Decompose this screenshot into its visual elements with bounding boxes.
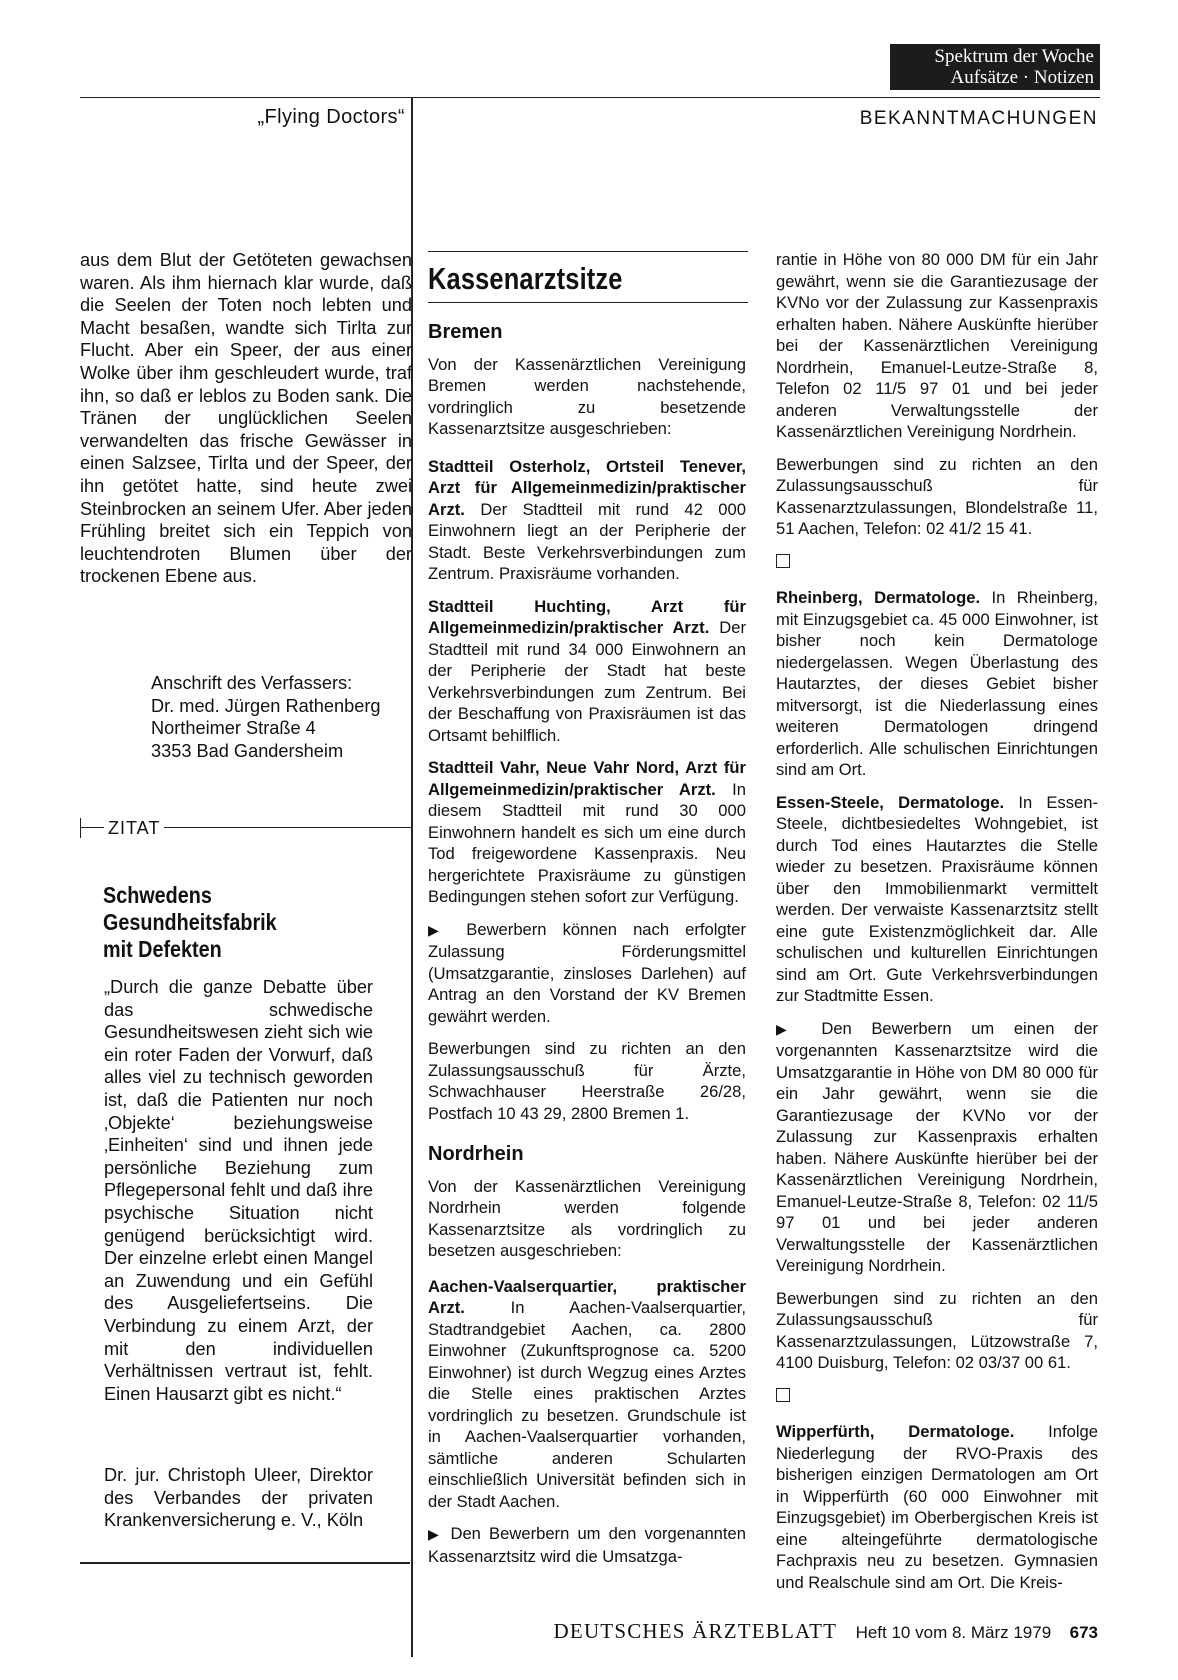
note-text: Den Bewerbern um den vorgenannten Kassenarztsitz wird die Umsatzga- xyxy=(428,1524,746,1566)
header-rule xyxy=(80,97,1100,98)
zitat-title-line: mit Defekten xyxy=(103,936,222,962)
continued-text: rantie in Höhe von 80 000 DM für ein Jahr gewährt, wenn sie die Garantiezusage der KVNo vor der Zulassung zur Kassenpraxis erhalten haben. Nähere Auskünfte hierüber bei der Kassenärztlichen Vereinigung Nordrhein, Emanuel-Leutze-Straße 8, Telefon 02 11/5 97 01 und bei jeder anderen Verwaltungsstelle der Kassenärztlichen Vereinigung Nordrhein. xyxy=(776,250,1098,441)
listing-text: In diesem Stadtteil mit rund 30 000 Einwohnern handelt es sich um eine durch Tod freigewordene Kassenpraxis. Neu hergerichtete Praxisräume zu günstigen Bedingungen stehen sofort zur Verfügung. xyxy=(428,779,746,906)
triangle-bullet-icon: ▶ xyxy=(428,1526,443,1542)
listing-heading: Stadtteil Vahr, Neue Vahr Nord, Arzt für Allgemeinmedizin/praktischer Arzt. xyxy=(428,758,746,799)
triangle-bullet-icon: ▶ xyxy=(428,921,451,938)
bremen-apply: Bewerbungen sind zu richten an den Zulassungsausschuß für Ärzte, Schwachhauser Heerstraße 26/28, Postfach 10 43 29, 2800 Bremen 1. xyxy=(428,1039,746,1123)
bremen-intro: Von der Kassenärztlichen Vereinigung Bremen werden nachstehende, vordringlich zu besetzende Kassenarztsitze ausgeschrieben: xyxy=(428,354,746,438)
listing-essen xyxy=(776,792,1098,1007)
quote-text: „Durch die ganze Debatte über das schwedische Gesundheitswesen zieht sich wie ein roter Faden der Vorwurf, daß alles viel zu technisch geworden ist, daß die Patienten nur noch ‚Objekte‘ beziehungsweise ‚Einheiten‘ sind und ihnen jede persönliche Beziehung zum Pflegepersonal fehlt und daß ihre psychische Situation nicht genügend berücksichtigt wird. Der einzelne erlebt einen Mangel an Zuwendung und ein Gefühl des Ausgeliefertseins. Die Verbindung zu einem Arzt, der mit den individuellen Verhältnissen vertraut ist, fehlt. Einen Hausarzt gibt es nicht.“ xyxy=(104,977,373,1404)
listing-osterholz xyxy=(428,456,746,585)
section-heading-bremen: Bremen xyxy=(428,321,503,343)
listing-text: In Rheinberg, mit Einzugsgebiet ca. 45 000 Einwohner, ist bisher noch kein Dermatologe niedergelassen. Wegen Überlastung des Hautarztes, der dieses Gebiet bisher mitversorgt, ist die Niederlassung eines weiteren Dermatologen dringend erforderlich. Alle schulischen Einrichtungen sind am Ort. xyxy=(776,588,1098,779)
running-head-right: BEKANNTMACHUNGEN xyxy=(859,108,1098,129)
address-line: 3353 Bad Gandersheim xyxy=(151,740,344,761)
listing-heading: Stadtteil Osterholz, Ortsteil Tenever, Arzt für Allgemeinmedizin/praktischer Arzt. xyxy=(428,456,746,519)
nordrhein-intro: Von der Kassenärztlichen Vereinigung Nordrhein werden folgende Kassenarztsitze als vordringlich zu besetzen ausgeschrieben: xyxy=(428,1176,746,1260)
issue-info: Heft 10 vom 8. März 1979 xyxy=(855,1623,1052,1642)
listing-text: In Aachen-Vaalserquartier, Stadtrandgebiet Aachen, ca. 2800 Einwohner (Zukunftsprognose ca. 5200 Einwohner) ist durch Wegzug eines Arztes die Stelle eines praktischen Arztes vordringlich zu besetzen. Grundschule ist in Aachen-Vaalserquartier vorhanden, sämtliche anderen Schularten einschließlich Universität befinden sich in der Stadt Aachen. xyxy=(428,1298,746,1511)
section-label-box xyxy=(890,44,1100,90)
right-column xyxy=(776,249,1098,1593)
page-number: 673 xyxy=(1069,1623,1098,1642)
listing-text: Der Stadtteil mit rund 42 000 Einwohnern liegt an der Peripherie der Stadt. Beste Verkehrsverbindungen zum Zentrum. Praxisräume vorhanden. xyxy=(428,499,746,583)
listing-text: In Essen-Steele, dichtbesiedeltes Wohngebiet, ist durch Tod eines Hautarztes die Stelle wieder zu besetzen. Praxisräume können über den Immobilienmarkt vermittelt werden. Der verwaiste Kassenarztsitz stellt eine gute Existenzmöglichkeit dar. Alle schulischen und kulturellen Einrichtungen sind am Ort. Gute Verkehrsverbindungen zur Stadtmitte Essen. xyxy=(776,792,1098,1005)
zitat-bottom-rule xyxy=(80,1562,410,1564)
listing-heading: Wipperfürth, Dermatologe. xyxy=(776,1422,1015,1441)
quote-source: Dr. jur. Christoph Uleer, Direktor des Verbandes der privaten Krankenversicherung e. V., Köln xyxy=(104,1465,373,1531)
separator-box xyxy=(776,552,1098,574)
zitat-source xyxy=(104,1464,373,1532)
address-line: Dr. med. Jürgen Rathenberg xyxy=(151,695,381,716)
listing-heading: Stadtteil Huchting, Arzt für Allgemeinmedizin/praktischer Arzt. xyxy=(428,596,746,637)
listing-heading: Rheinberg, Dermatologe. xyxy=(776,588,981,607)
page-footer xyxy=(470,1619,1098,1644)
triangle-bullet-icon: ▶ xyxy=(776,1020,802,1037)
aachen-note xyxy=(428,1523,746,1567)
square-separator-icon xyxy=(776,1388,790,1402)
listing-aachen xyxy=(428,1276,746,1513)
listing-heading: Essen-Steele, Dermatologe. xyxy=(776,792,1005,812)
journal-name: DEUTSCHES ÄRZTEBLATT xyxy=(553,1619,838,1643)
zitat-title-line: Gesundheitsfabrik xyxy=(103,909,277,935)
zitat-corner-tick xyxy=(80,818,81,838)
listing-vahr xyxy=(428,757,746,908)
bremen-note xyxy=(428,919,746,1028)
middle-column xyxy=(428,252,746,1567)
listing-heading: Aachen-Vaalserquartier, praktischer Arzt. xyxy=(428,1276,746,1317)
section-heading-nordrhein: Nordrhein xyxy=(428,1143,524,1165)
square-separator-icon xyxy=(776,554,790,568)
note-text: Den Bewerbern um einen der vorgenannten Kassenarztsitze wird die Umsatzgarantie in Höhe von DM 80 000 für ein Jahr gewährt, wenn sie die Garantiezusage der KVNo vor der Zulassung zur Kassenpraxis erhalten haben. Nähere Auskünfte hierüber bei der Kassenärztlichen Vereinigung Nordrhein, Emanuel-Leutze-Straße 8, Telefon: 02 11/5 97 01 und bei jeder anderen Verwaltungsstelle der Kassenärztlichen Vereinigung Nordrhein. xyxy=(776,1018,1098,1275)
listing-text: Infolge Niederlegung der RVO-Praxis des bisherigen einzigen Dermatologen am Ort in Wipperfürth (60 000 Einwohner mit Einzugsgebiet) im Oberbergischen Kreis ist eine alteingeführte dermatologische Fachpraxis neu zu besetzen. Gymnasien und Realschule sind am Ort. Die Kreis- xyxy=(776,1422,1098,1592)
running-head-left: „Flying Doctors“ xyxy=(257,106,405,128)
address-line: Anschrift des Verfassers: xyxy=(151,673,353,693)
essen-note xyxy=(776,1018,1098,1277)
note-text: Bewerbern können nach erfolgter Zulassung Förderungsmittel (Umsatzgarantie, zinsloses Darlehen) auf Antrag an den Vorstand der KV Bremen gewährt werden. xyxy=(428,919,746,1026)
zitat-title-line: Schwedens xyxy=(103,882,212,908)
listing-rheinberg xyxy=(776,587,1098,781)
zitat-title xyxy=(103,882,361,963)
article-continuation xyxy=(80,249,412,588)
listing-text: Der Stadtteil mit rund 34 000 Einwohnern an der Peripherie der Stadt hat beste Verkehrsverbindungen zum Zentrum. Bei der Beschaffung von Praxisräumen ist das Ortsamt behilflich. xyxy=(428,618,746,745)
listing-huchting xyxy=(428,596,746,747)
zitat-quote xyxy=(104,976,373,1405)
section-label-line1: Spektrum der Woche xyxy=(934,46,1094,67)
apply-aachen: Bewerbungen sind zu richten an den Zulassungsausschuß für Kassenarztzulassungen, Blondelstraße 11, 51 Aachen, Telefon: 02 41/2 15 41. xyxy=(776,454,1098,538)
zitat-label: ZITAT xyxy=(104,818,164,839)
page-title: Kassenarztsitze xyxy=(428,261,623,296)
section-label-line2: Aufsätze · Notizen xyxy=(950,67,1094,88)
address-line: Northeimer Straße 4 xyxy=(151,718,316,739)
apply-duisburg: Bewerbungen sind zu richten an den Zulassungsausschuß für Kassenarztzulassungen, Lützowstraße 7, 4100 Duisburg, Telefon: 02 03/37 00 61. xyxy=(776,1288,1098,1372)
article-paragraph: aus dem Blut der Getöteten gewachsen waren. Als ihm hiernach klar wurde, daß die Seelen der Toten noch lebten und Macht besaßen, wandte sich Tirlta zur Flucht. Aber ein Speer, der aus einer Wolke über ihm geschleudert wurde, traf ihn, so daß er leblos zu Boden sank. Die Tränen der unglücklichen Seelen verwandelten das frische Gewässer in einen Salzsee, Tirlta und der Speer, der ihn getötet hatte, sind heute zwei Steinbrocken an seinem Ufer. Aber jeden Frühling breitet sich ein Teppich von leuchtendroten Blumen über der trockenen Ebene aus. xyxy=(80,250,412,587)
listing-wipperfuerth xyxy=(776,1421,1098,1593)
author-address xyxy=(151,672,413,762)
separator-box xyxy=(776,1386,1098,1408)
